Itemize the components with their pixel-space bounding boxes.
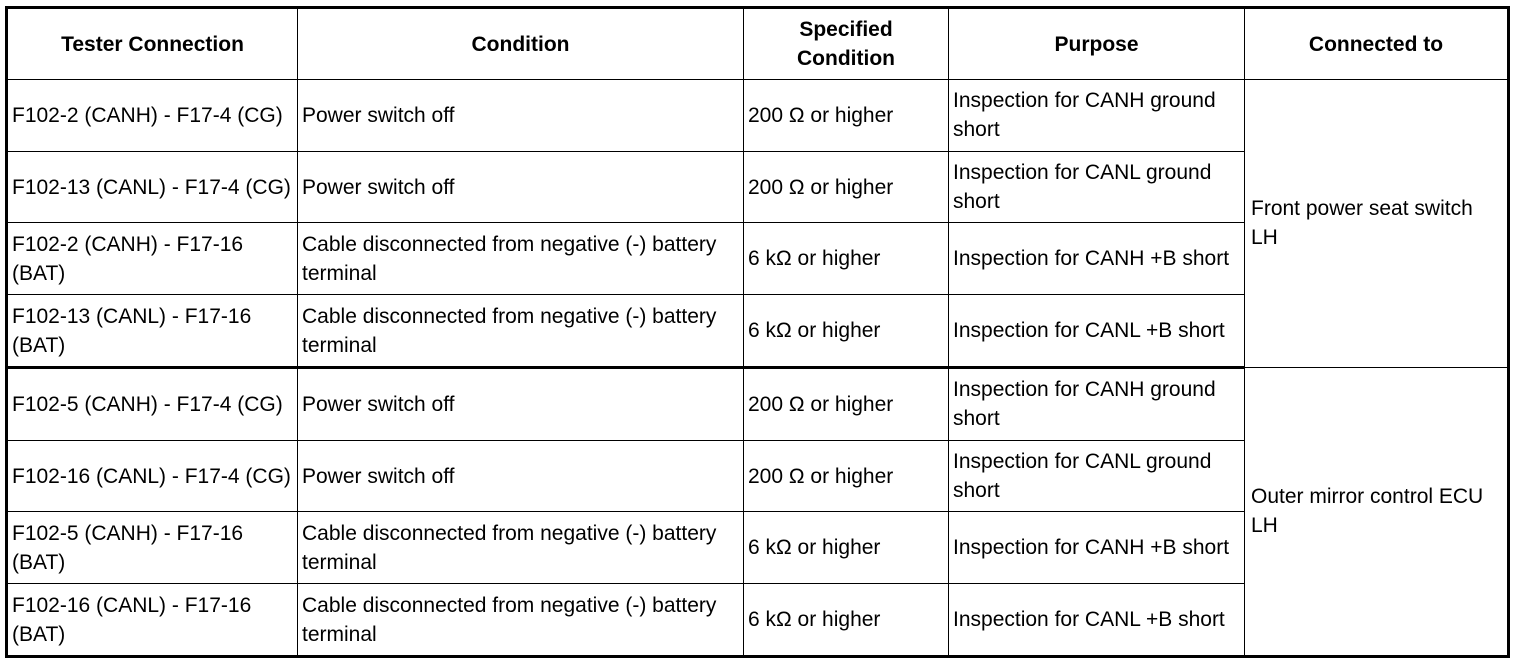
- tester-connection-cell: F102-5 (CANH) - F17-4 (CG): [7, 367, 298, 440]
- header-tester-connection: Tester Connection: [7, 8, 298, 80]
- header-condition: Condition: [298, 8, 744, 80]
- purpose-cell: Inspection for CANH +B short: [949, 223, 1245, 295]
- tester-connection-cell: F102-13 (CANL) - F17-16 (BAT): [7, 295, 298, 368]
- inspection-table: [5, 6, 1510, 658]
- specified-condition-cell: 200 Ω or higher: [744, 151, 949, 223]
- specified-condition-cell: 200 Ω or higher: [744, 80, 949, 152]
- purpose-cell: Inspection for CANH ground short: [949, 367, 1245, 440]
- specified-condition-cell: 6 kΩ or higher: [744, 223, 949, 295]
- tester-connection-cell: F102-2 (CANH) - F17-16 (BAT): [7, 223, 298, 295]
- purpose-cell: Inspection for CANH +B short: [949, 512, 1245, 584]
- condition-cell: Cable disconnected from negative (-) battery terminal: [298, 295, 744, 368]
- condition-cell: Power switch off: [298, 367, 744, 440]
- table-row: [7, 367, 1509, 440]
- condition-cell: Power switch off: [298, 440, 744, 512]
- specified-condition-cell: 6 kΩ or higher: [744, 584, 949, 657]
- condition-cell: Cable disconnected from negative (-) battery terminal: [298, 584, 744, 657]
- purpose-cell: Inspection for CANH ground short: [949, 80, 1245, 152]
- tester-connection-cell: F102-16 (CANL) - F17-4 (CG): [7, 440, 298, 512]
- purpose-cell: Inspection for CANL ground short: [949, 151, 1245, 223]
- header-connected-to: Connected to: [1245, 8, 1509, 80]
- purpose-cell: Inspection for CANL ground short: [949, 440, 1245, 512]
- condition-cell: Cable disconnected from negative (-) battery terminal: [298, 512, 744, 584]
- connected-to-cell: Outer mirror control ECU LH: [1245, 367, 1509, 656]
- specified-condition-cell: 6 kΩ or higher: [744, 295, 949, 368]
- tester-connection-cell: F102-16 (CANL) - F17-16 (BAT): [7, 584, 298, 657]
- condition-cell: Cable disconnected from negative (-) battery terminal: [298, 223, 744, 295]
- table-row: [7, 80, 1509, 152]
- tester-connection-cell: F102-13 (CANL) - F17-4 (CG): [7, 151, 298, 223]
- tester-connection-cell: F102-5 (CANH) - F17-16 (BAT): [7, 512, 298, 584]
- tester-connection-cell: F102-2 (CANH) - F17-4 (CG): [7, 80, 298, 152]
- header-row: [7, 8, 1509, 80]
- header-purpose: Purpose: [949, 8, 1245, 80]
- specified-condition-cell: 200 Ω or higher: [744, 440, 949, 512]
- header-specified-condition: Specified Condition: [744, 8, 949, 80]
- condition-cell: Power switch off: [298, 151, 744, 223]
- condition-cell: Power switch off: [298, 80, 744, 152]
- connected-to-cell: Front power seat switch LH: [1245, 80, 1509, 368]
- specified-condition-cell: 200 Ω or higher: [744, 367, 949, 440]
- specified-condition-cell: 6 kΩ or higher: [744, 512, 949, 584]
- purpose-cell: Inspection for CANL +B short: [949, 295, 1245, 368]
- purpose-cell: Inspection for CANL +B short: [949, 584, 1245, 657]
